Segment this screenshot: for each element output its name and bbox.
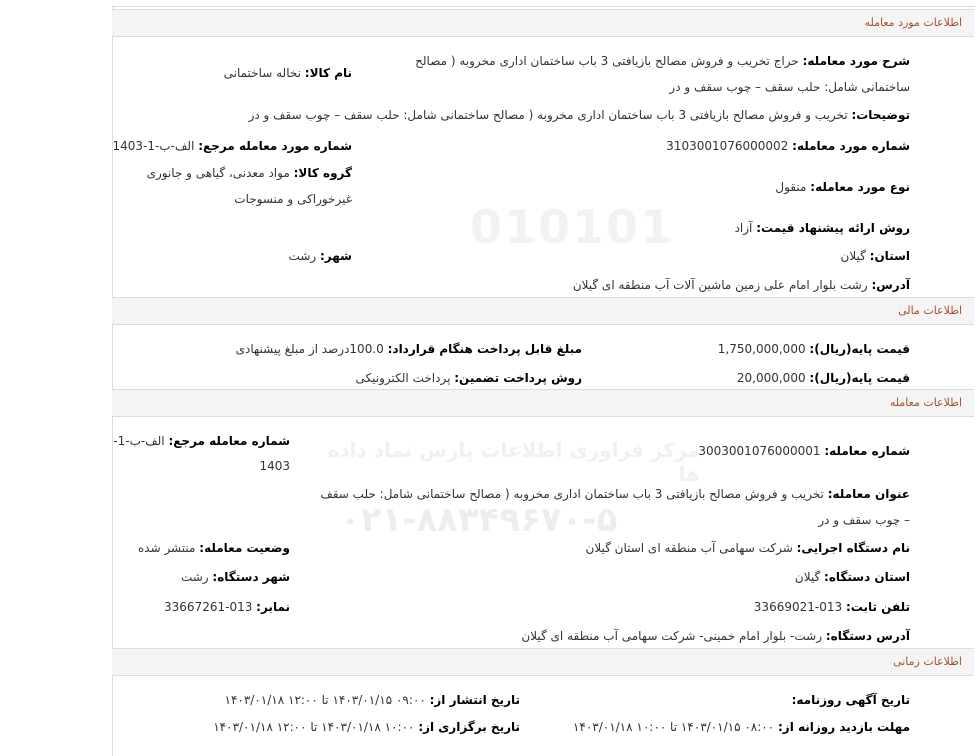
product-group: گروه کالا: مواد معدنی، گیاهی و جانوری [146,166,352,180]
deal-description: شرح مورد معامله: حراج تخریب و فروش مصالح بازیافتی 3 باب ساختمان اداری مخروبه ( مصالح [415,54,910,68]
price-method: روش ارائه پیشنهاد قیمت: آزاد [734,221,910,235]
contract-payable: مبلغ قابل پرداخت هنگام قرارداد: 100.0درصد از مبلغ پیشنهادی [235,342,582,356]
deal-ref-number: شماره مورد معامله مرجع: الف-ب-1-1403 [112,139,352,153]
watermark-text: مرکز فراوری اطلاعات پارس نماد داده ها [327,438,700,486]
transaction-status: وضعیت معامله: منتشر شده [137,541,290,555]
base-price: قیمت پایه(ریال): 1,750,000,000 [717,342,910,356]
section-financial [112,297,974,325]
section-deal-info [112,9,974,37]
guarantee-method: روش پرداخت تضمین: پرداخت الکترونیکی [355,371,582,385]
agency-address: آدرس دستگاه: رشت- بلوار امام خمینی- شرکت سهامی آب منطقه ای گیلان [521,629,910,643]
section-timing [112,648,974,676]
agency-fax: نمابر: 013-33667261 [164,600,290,614]
product-group-cont: غیرخوراکی و منسوجات [234,192,352,206]
section-title: اطلاعات مالی [898,304,962,317]
section-title: اطلاعات زمانی [893,655,962,668]
watermark-phone: ۰۲۱-۸۸۳۴۹۶۷۰-۵ [340,500,618,540]
newspaper-date: تاریخ آگهی روزنامه: [791,693,910,707]
guarantee-price: قیمت پایه(ریال): 20,000,000 [736,371,910,385]
holding-date: تاریخ برگزاری از: ۱۰:۰۰ ۱۴۰۳/۰۱/۱۸ تا ۱۲:۰۰ ۱۴۰۳/۰۱/۱۸ [213,720,520,734]
agency-phone: تلفن ثابت: 013-33669021 [753,600,910,614]
watermark-binary: 010101 [470,200,675,254]
deal-number: شماره مورد معامله: 3103001076000002 [666,139,910,153]
agency-city: شهر دستگاه: رشت [180,570,290,584]
section-transaction [112,389,974,417]
agency-province: استان دستگاه: گیلان [794,570,910,584]
transaction-ref-cont: 1403 [259,459,290,473]
deal-description-cont: ساختمانی شامل: حلب سقف – چوب سقف و در [669,80,910,94]
transaction-title-cont: – چوب سقف و در [818,513,910,527]
province: استان: گیلان [840,249,910,263]
publish-date: تاریخ انتشار از: ۰۹:۰۰ ۱۴۰۳/۰۱/۱۵ تا ۱۲:۰۰ ۱۴۰۳/۰۱/۱۸ [224,693,520,707]
executive-agency: نام دستگاه اجرایی: شرکت سهامی آب منطقه ای استان گیلان [585,541,910,555]
transaction-ref: شماره معامله مرجع: الف-ب-1- [113,434,290,448]
product-name: نام کالا: نخاله ساختمانی [223,66,352,80]
visit-deadline: مهلت بازدید روزانه از: ۰۸:۰۰ ۱۴۰۳/۰۱/۱۵ تا ۱۰:۰۰ ۱۴۰۳/۰۱/۱۸ [572,720,910,734]
city: شهر: رشت [288,249,352,263]
transaction-title: عنوان معامله: تخریب و فروش مصالح بازیافتی 3 باب ساختمان اداری مخروبه ( مصالح ساختمانی شامل: حلب سقف [320,487,910,501]
transaction-number: شماره معامله: 3003001076000001 [698,444,910,458]
section-title: اطلاعات معامله [889,396,962,409]
section-title: اطلاعات مورد معامله [864,16,962,29]
deal-type: نوع مورد معامله: منقول [775,180,910,194]
deal-notes: توضیحات: تخریب و فروش مصالح بازیافتی 3 باب ساختمان اداری مخروبه ( مصالح ساختمانی شامل: حلب سقف – چوب سقف و در [248,108,910,122]
address: آدرس: رشت بلوار امام علی زمین ماشین آلات آب منطقه ای گیلان [572,278,910,292]
